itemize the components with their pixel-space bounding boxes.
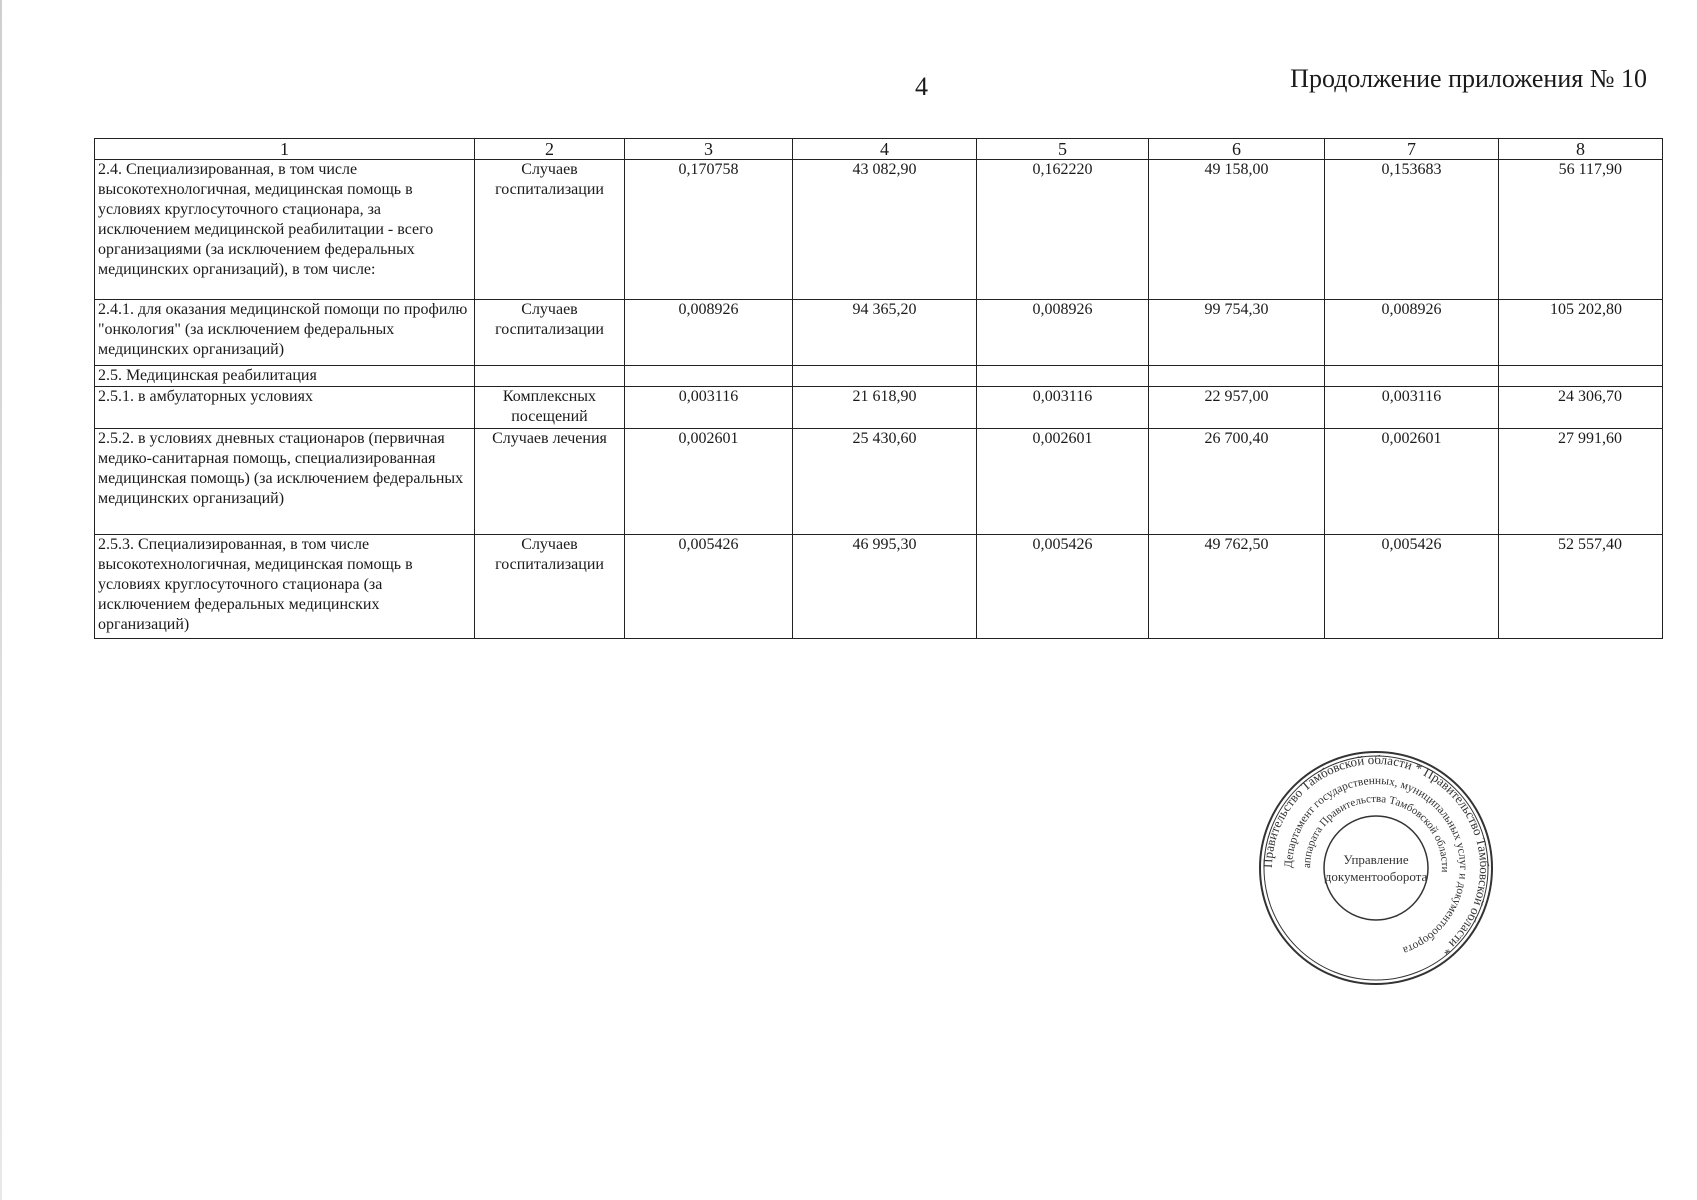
row-description: 2.4.1. для оказания медицинской помощи по профилю "онкология" (за исключением федеральных медицинских организаций): [95, 300, 475, 366]
page-number: 4: [915, 72, 928, 101]
cell-value: 0,170758: [625, 160, 793, 300]
column-number: 4: [793, 139, 977, 160]
column-number: 6: [1149, 139, 1325, 160]
cell-value: 105 202,80: [1499, 300, 1663, 366]
cell-value: 0,002601: [1325, 429, 1499, 535]
row-description: 2.5.2. в условиях дневных стационаров (первичная медико-санитарная помощь, специализированная медицинская помощь) (за исключением федеральных медицинских организаций): [95, 429, 475, 535]
row-unit: Случаев госпитализации: [475, 300, 625, 366]
scan-edge: [0, 0, 2, 1200]
cell-value: 0,008926: [625, 300, 793, 366]
cell-value: 0,003116: [977, 387, 1149, 429]
stamp-middle-text: Департамент государственных, муниципальных услуг и документооборота: [1282, 774, 1470, 957]
cell-value: 0,002601: [625, 429, 793, 535]
cell-value: [977, 366, 1149, 387]
cell-value: 46 995,30: [793, 535, 977, 639]
table-row: [95, 429, 1663, 535]
column-number: 1: [95, 139, 475, 160]
cell-value: 0,003116: [1325, 387, 1499, 429]
stamp-inner-text: аппарата Правительства Тамбовской области: [1300, 792, 1452, 873]
cell-value: 24 306,70: [1499, 387, 1663, 429]
cell-value: 27 991,60: [1499, 429, 1663, 535]
cell-value: [1499, 366, 1663, 387]
stamp-center-line2: документооборота: [1324, 869, 1428, 884]
cell-value: 0,153683: [1325, 160, 1499, 300]
column-number: 2: [475, 139, 625, 160]
data-table: [94, 138, 1663, 639]
cell-value: 94 365,20: [793, 300, 977, 366]
row-unit: [475, 366, 625, 387]
official-stamp: [1256, 748, 1496, 988]
cell-value: 49 158,00: [1149, 160, 1325, 300]
cell-value: 49 762,50: [1149, 535, 1325, 639]
cell-value: [793, 366, 977, 387]
stamp-seal: [1256, 748, 1496, 988]
column-number-row: [95, 139, 1663, 160]
row-unit: Комплексных посещений: [475, 387, 625, 429]
column-number: 7: [1325, 139, 1499, 160]
cell-value: 0,162220: [977, 160, 1149, 300]
row-description: 2.5.3. Специализированная, в том числе высокотехнологичная, медицинская помощь в условиях круглосуточного стационара (за исключением федеральных медицинских организаций): [95, 535, 475, 639]
table-row: [95, 387, 1663, 429]
cell-value: 0,005426: [1325, 535, 1499, 639]
row-unit: Случаев госпитализации: [475, 160, 625, 300]
stamp-outer-text: Правительство Тамбовской области * Правительство Тамбовской области *: [1259, 751, 1493, 959]
table-row: [95, 535, 1663, 639]
cell-value: 21 618,90: [793, 387, 977, 429]
cell-value: 43 082,90: [793, 160, 977, 300]
cell-value: 25 430,60: [793, 429, 977, 535]
column-number: 3: [625, 139, 793, 160]
appendix-title: Продолжение приложения № 10: [1290, 64, 1647, 93]
cell-value: 99 754,30: [1149, 300, 1325, 366]
cell-value: 52 557,40: [1499, 535, 1663, 639]
stamp-inner-circle: [1324, 816, 1428, 920]
table-row: [95, 366, 1663, 387]
row-description: 2.5.1. в амбулаторных условиях: [95, 387, 475, 429]
cell-value: 26 700,40: [1149, 429, 1325, 535]
row-description: 2.5. Медицинская реабилитация: [95, 366, 475, 387]
cell-value: 0,008926: [1325, 300, 1499, 366]
column-number: 5: [977, 139, 1149, 160]
cell-value: 0,002601: [977, 429, 1149, 535]
row-description: 2.4. Специализированная, в том числе высокотехнологичная, медицинская помощь в условиях круглосуточного стационара, за исключением медицинской реабилитации - всего организациями (за исключением федеральных медицинских организаций), в том числе:: [95, 160, 475, 300]
cell-value: [1325, 366, 1499, 387]
stamp-center-line1: Управление: [1343, 852, 1409, 867]
cell-value: 56 117,90: [1499, 160, 1663, 300]
table-row: [95, 300, 1663, 366]
cell-value: [625, 366, 793, 387]
cell-value: 0,005426: [977, 535, 1149, 639]
row-unit: Случаев госпитализации: [475, 535, 625, 639]
table-row: [95, 160, 1663, 300]
column-number: 8: [1499, 139, 1663, 160]
row-unit: Случаев лечения: [475, 429, 625, 535]
cell-value: 0,005426: [625, 535, 793, 639]
cell-value: [1149, 366, 1325, 387]
cell-value: 0,008926: [977, 300, 1149, 366]
cell-value: 0,003116: [625, 387, 793, 429]
cell-value: 22 957,00: [1149, 387, 1325, 429]
